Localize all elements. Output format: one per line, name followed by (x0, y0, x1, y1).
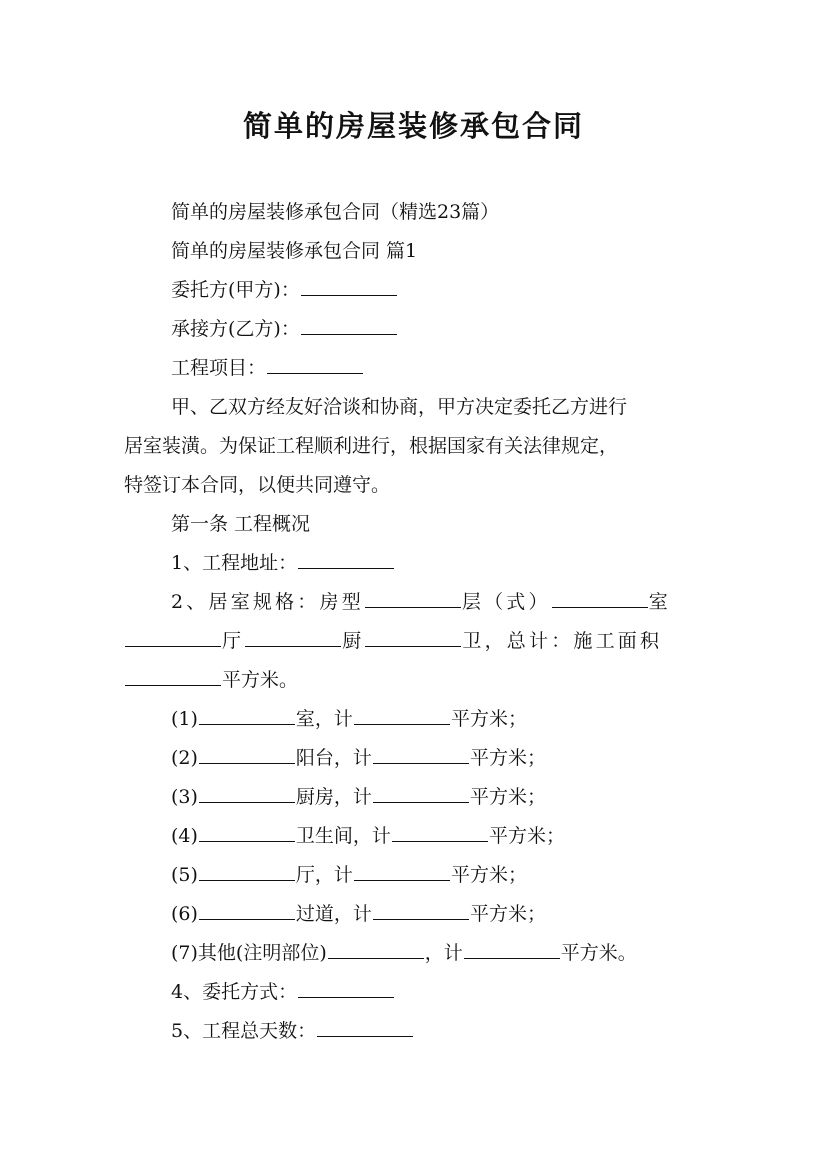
sub-3-blank-b (373, 784, 469, 803)
project-blank (267, 355, 363, 374)
section-title: 简单的房屋装修承包合同 篇1 (171, 240, 418, 262)
project-label: 工程项目： (171, 357, 267, 379)
intro-line-2: 居室装潢。为保证工程顺利进行，根据国家有关法律规定， (124, 435, 619, 457)
sub-4-number: (4) (171, 825, 198, 847)
sub-4-blank-b (392, 823, 488, 842)
item-1-line (171, 550, 395, 576)
intro-line-3: 特签订本合同，以便共同遵守。 (124, 474, 391, 496)
address-blank (298, 550, 394, 569)
hall-blank (245, 628, 341, 647)
sub-7-blank-b (464, 940, 560, 959)
sub-1-blank-b (354, 706, 450, 725)
party-a-blank (301, 277, 397, 296)
item-2-label: 2、居室规格：房型 (171, 591, 364, 613)
sub-5-number: (5) (171, 864, 198, 886)
sqm-label: 平方米。 (222, 669, 299, 691)
sub-7-label: (7)其他(注明部位) (171, 942, 327, 964)
sub-item-3 (171, 784, 546, 810)
total-days-blank (317, 1018, 413, 1037)
document-title: 简单的房屋装修承包合同 (242, 109, 584, 143)
item-1-label: 1、工程地址： (171, 552, 298, 574)
floor-blank (552, 589, 648, 608)
sub-4-label: 卫生间，计 (295, 825, 391, 847)
project-line (171, 355, 364, 381)
item-5-label: 5、工程总天数： (171, 1020, 317, 1042)
item-5-line (171, 1018, 414, 1044)
sub-6-unit: 平方米； (469, 903, 546, 925)
sub-5-blank-a (199, 862, 295, 881)
party-b-line (171, 316, 398, 342)
sub-6-blank-a (199, 901, 295, 920)
room-type-blank (365, 589, 461, 608)
sub-7-blank-a (328, 940, 424, 959)
sub-7-unit: 平方米。 (560, 942, 637, 964)
intro-line-1: 甲、乙双方经友好洽谈和协商，甲方决定委托乙方进行 (171, 396, 628, 418)
sub-2-blank-b (373, 745, 469, 764)
room-label: 室 (648, 591, 671, 613)
sub-5-label: 厅，计 (295, 864, 353, 886)
item-2-line-2 (124, 628, 662, 654)
sub-7-count-label: ，计 (424, 942, 463, 964)
sub-3-unit: 平方米； (469, 786, 546, 808)
sub-item-1 (171, 706, 527, 732)
item-4-line (171, 979, 395, 1005)
document-subtitle: 简单的房屋装修承包合同（精选23篇） (171, 201, 500, 223)
sub-5-blank-b (354, 862, 450, 881)
sub-4-unit: 平方米； (488, 825, 565, 847)
sub-1-unit: 平方米； (450, 708, 527, 730)
room-count-blank (125, 628, 221, 647)
sub-item-4 (171, 823, 565, 849)
sub-5-unit: 平方米； (450, 864, 527, 886)
sub-6-label: 过道，计 (295, 903, 372, 925)
sub-4-blank-a (199, 823, 295, 842)
hall-label: 厅 (222, 630, 245, 652)
sub-item-7 (171, 940, 637, 966)
sub-1-label: 室，计 (295, 708, 353, 730)
party-a-label: 委托方(甲方)： (171, 279, 300, 301)
sub-item-5 (171, 862, 527, 888)
total-area-blank (125, 667, 221, 686)
party-a-line (171, 277, 398, 303)
sub-2-label: 阳台，计 (295, 747, 372, 769)
kitchen-blank (365, 628, 461, 647)
delegation-method-blank (298, 979, 394, 998)
kitchen-label: 厨 (342, 630, 365, 652)
sub-2-unit: 平方米； (469, 747, 546, 769)
party-b-label: 承接方(乙方)： (171, 318, 300, 340)
item-2-line-3 (124, 667, 298, 693)
article-1-heading: 第一条 工程概况 (171, 513, 311, 535)
sub-6-number: (6) (171, 903, 198, 925)
sub-item-2 (171, 745, 546, 771)
item-4-label: 4、委托方式： (171, 981, 298, 1003)
sub-3-label: 厨房，计 (295, 786, 372, 808)
sub-2-number: (2) (171, 747, 198, 769)
sub-3-number: (3) (171, 786, 198, 808)
sub-1-number: (1) (171, 708, 198, 730)
sub-3-blank-a (199, 784, 295, 803)
item-2-line-1 (171, 589, 671, 615)
bath-total-label: 卫，总计：施工面积 (462, 630, 663, 652)
party-b-blank (301, 316, 397, 335)
sub-1-blank-a (199, 706, 295, 725)
sub-item-6 (171, 901, 546, 927)
floor-label: 层（式） (461, 591, 551, 613)
sub-2-blank-a (199, 745, 295, 764)
sub-6-blank-b (373, 901, 469, 920)
